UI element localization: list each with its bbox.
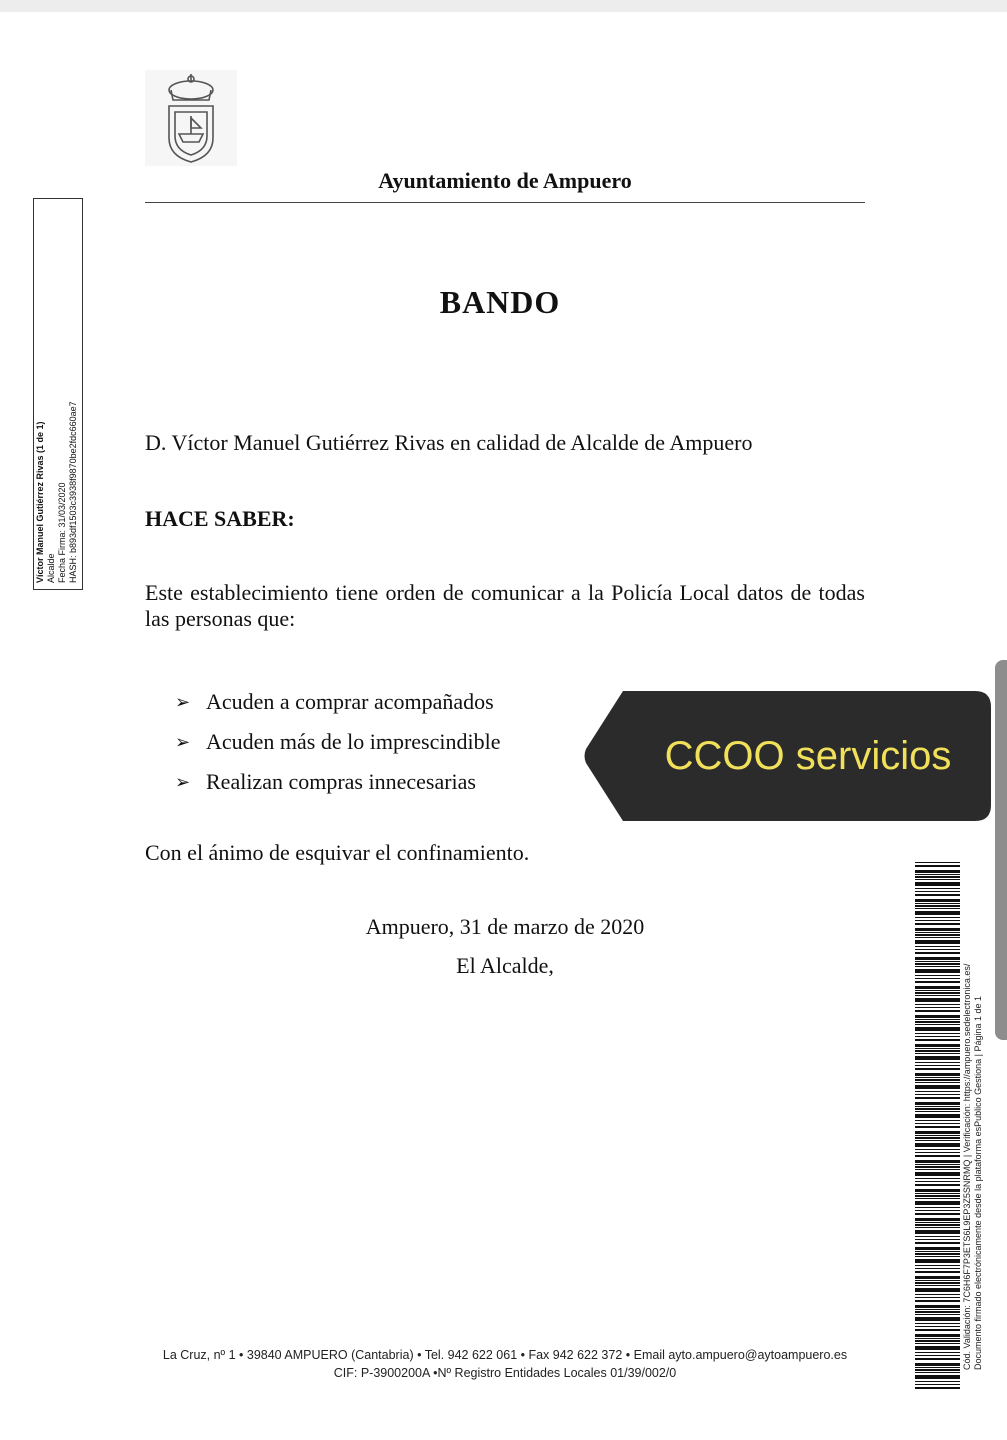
place-and-date: Ampuero, 31 de marzo de 2020 — [365, 914, 645, 939]
header-divider — [145, 202, 865, 203]
validation-line-2: Documento firmado electrónicamente desde la plataforma esPublico Gestiona | Página 1 de 1 — [973, 995, 983, 1370]
signature-stamp — [35, 203, 79, 583]
intro-paragraph: D. Víctor Manuel Gutiérrez Rivas en calidad de Alcalde de Ampuero — [145, 430, 753, 455]
list-item — [175, 722, 500, 762]
list-item-text: Acuden más de lo imprescindible — [206, 729, 501, 754]
screen-edge-handle — [995, 660, 1007, 1040]
signer-name: Víctor Manuel Gutiérrez Rivas (1 de 1) — [35, 421, 45, 583]
validation-text — [962, 850, 984, 1370]
municipality-title: Ayuntamiento de Ampuero — [378, 168, 632, 193]
list-item — [175, 682, 500, 722]
overlay-label: CCOO servicios — [664, 733, 952, 778]
signer-role: Alcalde — [46, 553, 56, 583]
arrowhead-bullet-icon: ➢ — [175, 771, 191, 792]
list-item-text: Realizan compras innecesarias — [206, 769, 476, 794]
list-item — [175, 762, 500, 802]
arrowhead-bullet-icon: ➢ — [175, 731, 191, 752]
signature-hash: HASH: b893df1503c3938f9870be2fdc660ae7 — [68, 401, 78, 583]
barcode-icon — [915, 862, 960, 1392]
arrowhead-bullet-icon: ➢ — [175, 691, 191, 712]
footer-address: La Cruz, nº 1 • 39840 AMPUERO (Cantabria) • Tel. 942 622 061 • Fax 942 622 372 • Email ayto.ampuero@aytoampuero.es — [162, 1348, 848, 1362]
signature-date: Fecha Firma: 31/03/2020 — [57, 482, 67, 583]
validation-line-1: Cód. Validación: 7C6H6F7P3ETS6L9EP3Z5SNRMQ | Verificación: https://ampuero.sedelectronica.es/ — [962, 963, 972, 1370]
announcement-heading: HACE SABER: — [145, 506, 295, 531]
bullet-list — [175, 682, 500, 802]
signer-title: El Alcalde, — [456, 953, 554, 978]
footer-registry: CIF: P-3900200A •Nº Registro Entidades Locales 01/39/002/0 — [333, 1366, 677, 1380]
closing-paragraph: Con el ánimo de esquivar el confinamiento. — [145, 840, 530, 865]
coat-of-arms-icon — [145, 70, 237, 166]
document-title: BANDO — [439, 284, 561, 320]
top-edge-bar — [0, 0, 1007, 12]
list-item-text: Acuden a comprar acompañados — [206, 689, 494, 714]
ccoo-overlay-tag — [583, 689, 993, 823]
body-paragraph: Este establecimiento tiene orden de comunicar a la Policía Local datos de todas las personas que: — [145, 580, 865, 631]
